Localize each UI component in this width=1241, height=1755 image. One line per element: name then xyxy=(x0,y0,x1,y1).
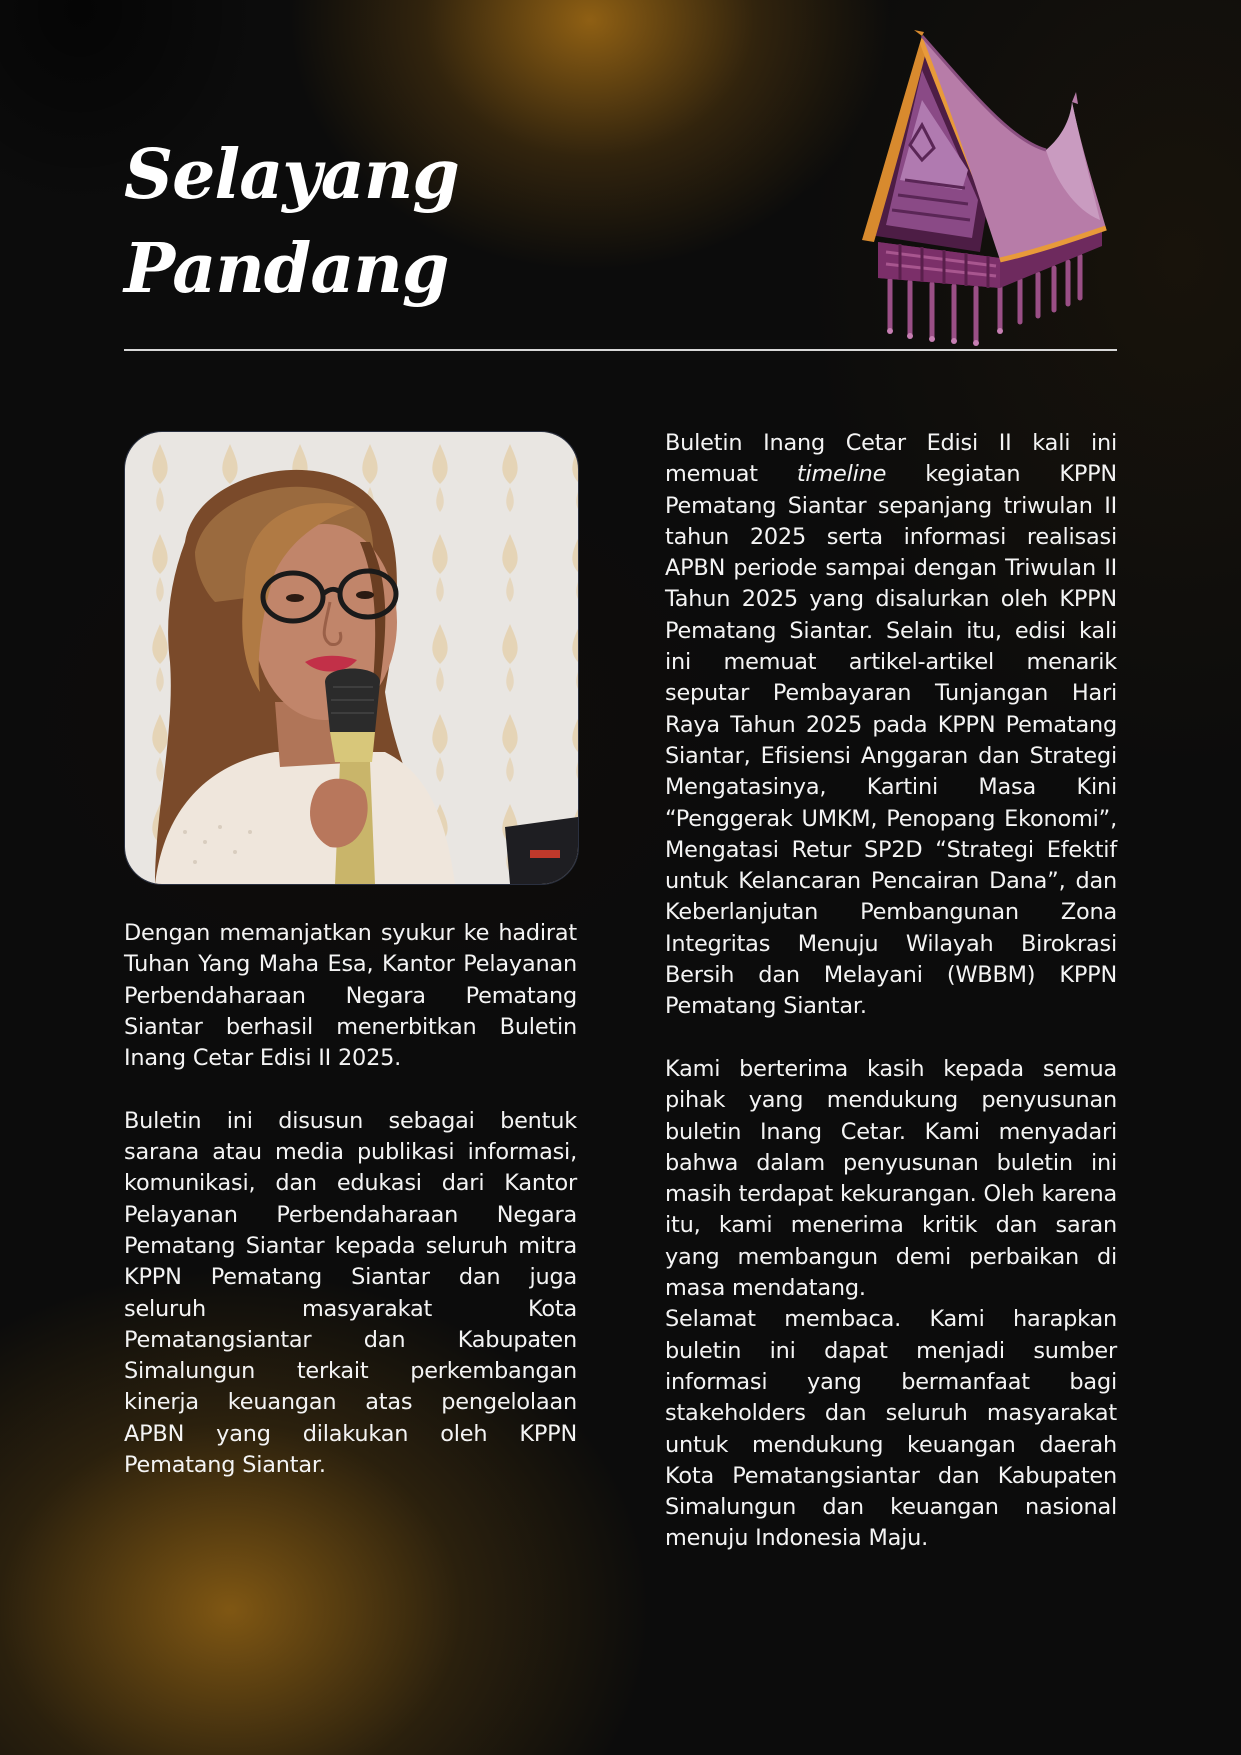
right-column xyxy=(665,428,1117,1555)
header-divider xyxy=(124,349,1117,351)
left-column xyxy=(124,918,577,1481)
purpose-paragraph: Buletin ini disusun sebagai bentuk sarana atau media publikasi informasi, komunikasi, dan edukasi dari Kantor Pelayanan Perbendaharaan Negara Pematang Siantar kepada seluruh mitra KPPN Pematang Siantar dan juga seluruh masyarakat Kota Pematangsiantar dan Kabupaten Simalungun terkait perkembangan kinerja keuangan atas pengelolaan APBN yang dilakukan oleh KPPN Pematang Siantar. xyxy=(124,1107,577,1479)
contents-text-b: kegiatan KPPN Pematang Siantar sepanjang triwulan II tahun 2025 serta informasi realisasi APBN periode sampai dengan Triwulan II Tahun 2025 yang disalurkan oleh KPPN Pematang Siantar. Selain itu, edisi kali ini memuat artikel-artikel menarik seputar Pembayaran Tunjangan Hari Raya Tahun 2025 pada KPPN Pematang Siantar, Efisiensi Anggaran dan Strategi Mengatasinya, Kartini Masa Kini “Penggerak UMKM, Penopang Ekonomi”, Mengatasi Retur SP2D “Strategi Efektif untuk Kelancaran Pencairan Dana”, dan Keberlanjutan Pembangunan Zona Integritas Menuju Wilayah Birokrasi Bersih dan Melayani (WBBM) KPPN Pematang Siantar. xyxy=(665,461,1117,1020)
title-line-2: Pandang xyxy=(124,229,449,309)
closing-paragraph: Selamat membaca. Kami harapkan buletin ini dapat menjadi sumber informasi yang bermanfaat bagi stakeholders dan seluruh masyarakat untuk mendukung keuangan daerah Kota Pematangsiantar dan Kabupaten Simalungun dan keuangan nasional menuju Indonesia Maju. xyxy=(665,1306,1117,1552)
page-title xyxy=(124,128,459,316)
timeline-emphasis: timeline xyxy=(796,461,887,488)
rumah-bolon-house-icon xyxy=(850,30,1120,350)
contents-paragraph xyxy=(665,428,1117,1023)
title-line-1: Selayang xyxy=(124,135,459,215)
intro-paragraph: Dengan memanjatkan syukur ke hadirat Tuhan Yang Maha Esa, Kantor Pelayanan Perbendaharaan Negara Pematang Siantar berhasil menerbitkan Buletin Inang Cetar Edisi II 2025. xyxy=(124,920,577,1072)
speaker-photo xyxy=(124,431,579,885)
thanks-paragraph: Kami berterima kasih kepada semua pihak yang mendukung penyusunan buletin Inang Cetar. Kami menyadari bahwa dalam penyusunan buletin ini masih terdapat kekurangan. Oleh karena itu, kami menerima kritik dan saran yang membangun demi perbaikan di masa mendatang. xyxy=(665,1055,1117,1302)
contents-text-a: Buletin Inang Cetar Edisi II kali ini memuat xyxy=(665,430,1117,488)
